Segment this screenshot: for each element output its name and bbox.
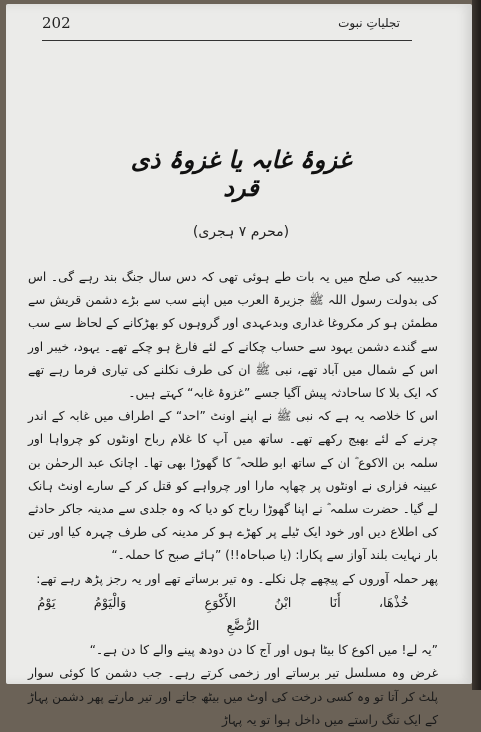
verse-hemistich: وَالْيَوْمُ يَوْمُ الرُّضَّعِ	[37, 595, 260, 635]
chapter-title: غزوۂ غابہ یا غزوۂ ذی قرد	[130, 146, 352, 202]
paragraph: اس کا خلاصہ یہ ہے کہ نبی ﷺ نے اپنے اونٹ ”احد“ کے اطراف میں غابہ کے اندر چرنے کے لئے بھیج رکھے تھے۔ ساتھ میں آپ کا غلام رباح اونٹوں کو چرواہا اور سلمہ بن الاکوع ؓ ان کے ساتھ ابو طلحہ ؓ کا گھوڑا بھی تھا۔ اچانک عبد الرحمٰن بن عیینہ فزاری نے اونٹوں پر چھاپہ مارا اور چرواہے کو قتل کر کے سارے اونٹ ہانک لے گیا۔ حضرت سلمہ ؓ نے اپنا گھوڑا رباح کو دیا کہ وہ جلدی سے مدینہ جاکر حادثے کی اطلاع دیں اور خود ایک ٹیلے پر کھڑے ہو کر مدینہ کی طرف چہرہ کیا اور تین بار نہایت بلند آواز سے پکارا: (یا صباحاہ!!) ”ہائے صبح کا حملہ۔“	[28, 409, 438, 563]
paragraph: پھر حملہ آوروں کے پیچھے چل نکلے۔ وہ تیر برساتے تھے اور یہ رجز پڑھ رہے تھے:	[36, 571, 438, 586]
book-page	[6, 4, 472, 727]
body-text	[28, 266, 438, 732]
page-number: 202	[42, 14, 71, 32]
paragraph: ”یہ لے! میں اکوع کا بیٹا ہوں اور آج کا دن دودھ پینے والے کا دن ہے۔“	[89, 643, 438, 658]
book-binding	[472, 0, 481, 690]
verse-hemistich: خُذْهَا، أَنَا ابْنُ الأَكْوَعِ	[204, 595, 409, 611]
running-head: تجلیاتِ نبوت	[338, 16, 400, 30]
chapter-subtitle: (محرم ۷ ہجری)	[192, 224, 290, 240]
paragraph: حدیبیہ کی صلح میں یہ بات طے ہوئی تھی کہ دس سال جنگ بند رہے گی۔ اس کی بدولت رسول اللہ ﷺ جزیرۃ العرب میں اپنے سب سے بڑے دشمن قریش سے مطمئن ہو کر مکروغا غداری وبدعہدی اور گروہوں کو بھڑکانے کے لحاظ سے سب سے گندے دشمن یہود سے حساب چکانے کے لئے فارغ ہو چکے تھے۔ یہود، خیبر اور اس کے شمال میں آباد تھے، نبی ﷺ ان کی طرف نکلنے کی تیاری فرما رہے تھے کہ ایک بلا کا ساحادثہ پیش آگیا جسے ”غزوۂ غابہ“ کہتے ہیں۔	[28, 270, 438, 401]
header-divider	[42, 40, 412, 41]
paragraph: غرض وہ مسلسل تیر برساتے اور زخمی کرتے رہے۔ جب دشمن کا کوئی سوار پلٹ کر آتا تو وہ کسی درخت کی اوٹ میں بیٹھ جاتے اور تیر مارتے پھر دشمن پہاڑ کے ایک تنگ راستے میں داخل ہوا تو یہ پہاڑ	[28, 666, 438, 727]
arabic-verse	[28, 592, 438, 638]
